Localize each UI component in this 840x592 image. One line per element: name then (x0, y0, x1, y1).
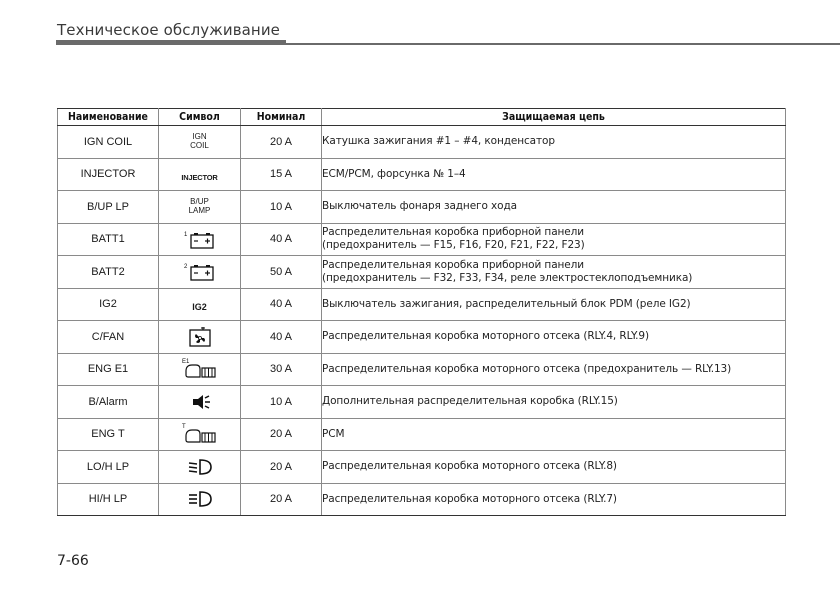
high-beam-icon (186, 488, 214, 510)
fuse-rating: 40 A (241, 288, 322, 321)
fuse-circuit (322, 158, 786, 191)
circuit-line: Распределительная коробка моторного отсека (RLY.8) (322, 460, 617, 473)
fuse-symbol (159, 158, 241, 191)
fuse-name: INJECTOR (58, 158, 159, 191)
symbol-line-2: LAMP (188, 205, 211, 215)
fuse-rating: 15 A (241, 158, 322, 191)
low-beam-icon (186, 456, 214, 478)
fuse-name: IG2 (58, 288, 159, 321)
fuse-name: LO/H LP (58, 451, 159, 484)
fuse-rating: 30 A (241, 353, 322, 386)
fuse-rating: 40 A (241, 223, 322, 256)
table-row (58, 191, 786, 224)
table-row (58, 353, 786, 386)
fuse-rating: 20 A (241, 483, 322, 516)
symbol-mark: T (181, 424, 186, 431)
fuse-circuit (322, 483, 786, 516)
fuse-name: C/FAN (58, 321, 159, 354)
column-header-symbol: Символ (159, 109, 241, 126)
fuse-rating: 40 A (241, 321, 322, 354)
table-row (58, 483, 786, 516)
fuse-circuit (322, 386, 786, 419)
battery-icon (183, 262, 217, 282)
fuse-symbol (159, 418, 241, 451)
circuit-line: (предохранитель — F15, F16, F20, F21, F22, F23) (322, 239, 585, 252)
fuse-name: B/Alarm (58, 386, 159, 419)
table-row (58, 451, 786, 484)
header-rule-thin (286, 43, 840, 45)
fuse-symbol (159, 223, 241, 256)
table-row (58, 418, 786, 451)
fuse-circuit (322, 321, 786, 354)
fuse-symbol (159, 386, 241, 419)
symbol-mark: E1 (181, 359, 189, 366)
fuse-rating: 10 A (241, 386, 322, 419)
fuse-name: HI/H LP (58, 483, 159, 516)
fuse-name: IGN COIL (58, 126, 159, 159)
symbol-mark: 2 (183, 264, 187, 270)
circuit-line: Распределительная коробка моторного отсека (RLY.4, RLY.9) (322, 330, 649, 343)
fuse-rating: 20 A (241, 418, 322, 451)
fuse-name: ENG E1 (58, 353, 159, 386)
fuse-symbol (159, 353, 241, 386)
engine-icon (180, 357, 220, 381)
header-rule-thick (56, 40, 286, 45)
column-header-rating: Номинал (241, 109, 322, 126)
circuit-line: Распределительная коробка моторного отсека (предохранитель — RLY.13) (322, 362, 732, 375)
table-row (58, 126, 786, 159)
fuse-rating: 20 A (241, 126, 322, 159)
symbol-line-1: IGN (192, 131, 207, 141)
circuit-line: (предохранитель — F32, F33, F34, реле электростеклоподъемника) (322, 271, 693, 284)
symbol-line-2: COIL (190, 140, 209, 150)
table-row (58, 223, 786, 256)
page-header-title: Техническое обслуживание (57, 21, 281, 39)
battery-icon (183, 230, 217, 250)
circuit-line: Распределительная коробка приборной панели (322, 258, 584, 271)
engine-icon (180, 422, 220, 446)
table-header-row (58, 109, 786, 126)
symbol-text-label: INJECTOR (181, 172, 218, 182)
circuit-line: Распределительная коробка моторного отсека (RLY.7) (322, 492, 617, 505)
circuit-line: Катушка зажигания #1 – #4, конденсатор (322, 135, 555, 148)
cooling-fan-icon (187, 326, 213, 348)
circuit-line: Дополнительная распределительная коробка (RLY.15) (322, 395, 618, 408)
fuse-circuit (322, 288, 786, 321)
fuse-circuit (322, 451, 786, 484)
fuse-name: B/UP LP (58, 191, 159, 224)
fuse-table (57, 108, 786, 516)
circuit-line: Распределительная коробка приборной панели (322, 226, 584, 239)
page-number: 7-66 (57, 553, 89, 569)
circuit-line: ECM/PCM, форсунка № 1–4 (322, 167, 466, 180)
fuse-circuit (322, 418, 786, 451)
table-row (58, 321, 786, 354)
fuse-name: BATT2 (58, 256, 159, 289)
fuse-symbol (159, 483, 241, 516)
symbol-text-label (190, 132, 209, 150)
fuse-symbol (159, 321, 241, 354)
circuit-line: PCM (322, 427, 345, 440)
fuse-name: ENG T (58, 418, 159, 451)
symbol-mark: 1 (183, 231, 187, 238)
fuse-symbol (159, 451, 241, 484)
circuit-line: Выключатель фонаря заднего хода (322, 200, 517, 213)
column-header-name: Наименование (58, 109, 159, 126)
fuse-circuit (322, 126, 786, 159)
table-row (58, 256, 786, 289)
symbol-line-1: B/UP (190, 196, 209, 206)
fuse-symbol (159, 126, 241, 159)
circuit-line: Выключатель зажигания, распределительный блок PDM (реле IG2) (322, 297, 691, 310)
fuse-circuit (322, 256, 786, 289)
alarm-horn-icon (189, 391, 211, 413)
fuse-symbol (159, 191, 241, 224)
symbol-text-label: IG2 (192, 301, 207, 312)
fuse-circuit (322, 223, 786, 256)
fuse-circuit (322, 353, 786, 386)
column-header-circuit: Защищаемая цепь (322, 109, 786, 126)
table-row (58, 158, 786, 191)
table-row (58, 288, 786, 321)
fuse-circuit (322, 191, 786, 224)
fuse-name: BATT1 (58, 223, 159, 256)
fuse-rating: 10 A (241, 191, 322, 224)
table-row (58, 386, 786, 419)
symbol-text-label (189, 197, 211, 215)
fuse-symbol (159, 288, 241, 321)
fuse-rating: 50 A (241, 256, 322, 289)
fuse-rating: 20 A (241, 451, 322, 484)
fuse-symbol (159, 256, 241, 289)
